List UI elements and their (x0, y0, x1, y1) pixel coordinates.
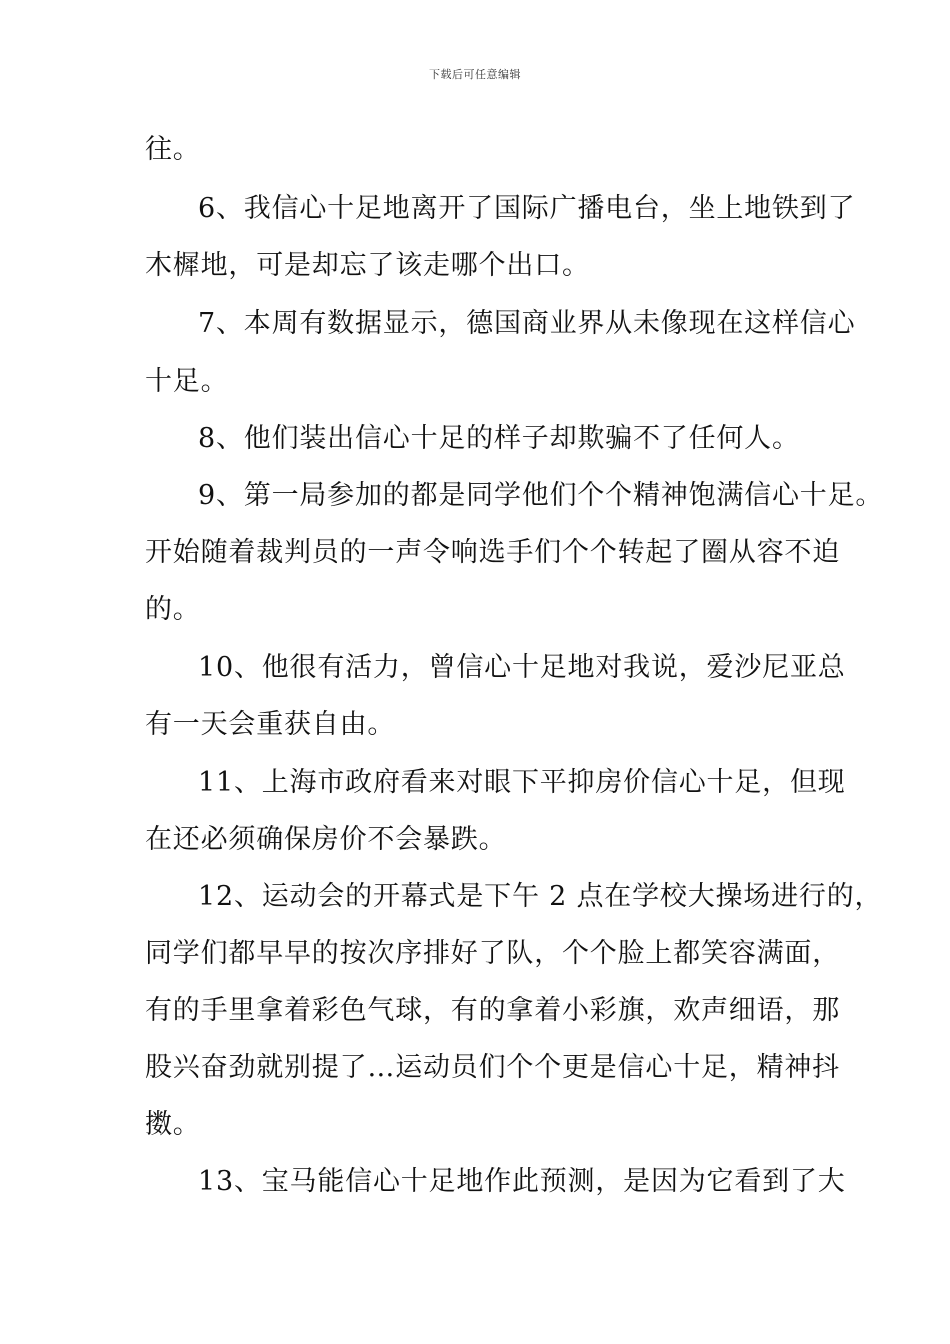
text-line: 同学们都早早的按次序排好了队，个个脸上都笑容满面， (145, 938, 840, 969)
text-line: 有的手里拿着彩色气球，有的拿着小彩旗，欢声细语，那 (145, 995, 840, 1026)
text-line: 有一天会重获自由。 (145, 709, 396, 740)
text-line: 8、他们装出信心十足的样子却欺骗不了任何人。 (198, 423, 800, 454)
text-line: 6、我信心十足地离开了国际广播电台，坐上地铁到了 (198, 193, 856, 224)
text-line: 12、运动会的开幕式是下午 2 点在学校大操场进行的， (198, 881, 883, 912)
text-line: 开始随着裁判员的一声令响选手们个个转起了圈从容不迫 (145, 537, 840, 568)
text-line: 木樨地，可是却忘了该走哪个出口。 (145, 250, 590, 281)
text-line: 9、第一局参加的都是同学他们个个精神饱满信心十足。 (198, 480, 884, 511)
text-line: 往。 (145, 134, 201, 165)
text-line: 十足。 (145, 366, 229, 397)
text-line: 股兴奋劲就别提了…运动员们个个更是信心十足，精神抖 (145, 1052, 840, 1083)
text-line: 在还必须确保房价不会暴跌。 (145, 824, 507, 855)
text-line: 的。 (145, 594, 201, 625)
text-line: 擞。 (145, 1109, 201, 1140)
text-line: 10、他很有活力，曾信心十足地对我说，爱沙尼亚总 (198, 652, 846, 683)
text-line: 11、上海市政府看来对眼下平抑房价信心十足，但现 (198, 767, 846, 798)
text-line: 7、本周有数据显示，德国商业界从未像现在这样信心 (198, 308, 856, 339)
page-header: 下载后可任意编辑 (429, 68, 521, 81)
text-line: 13、宝马能信心十足地作此预测，是因为它看到了大 (198, 1166, 846, 1197)
